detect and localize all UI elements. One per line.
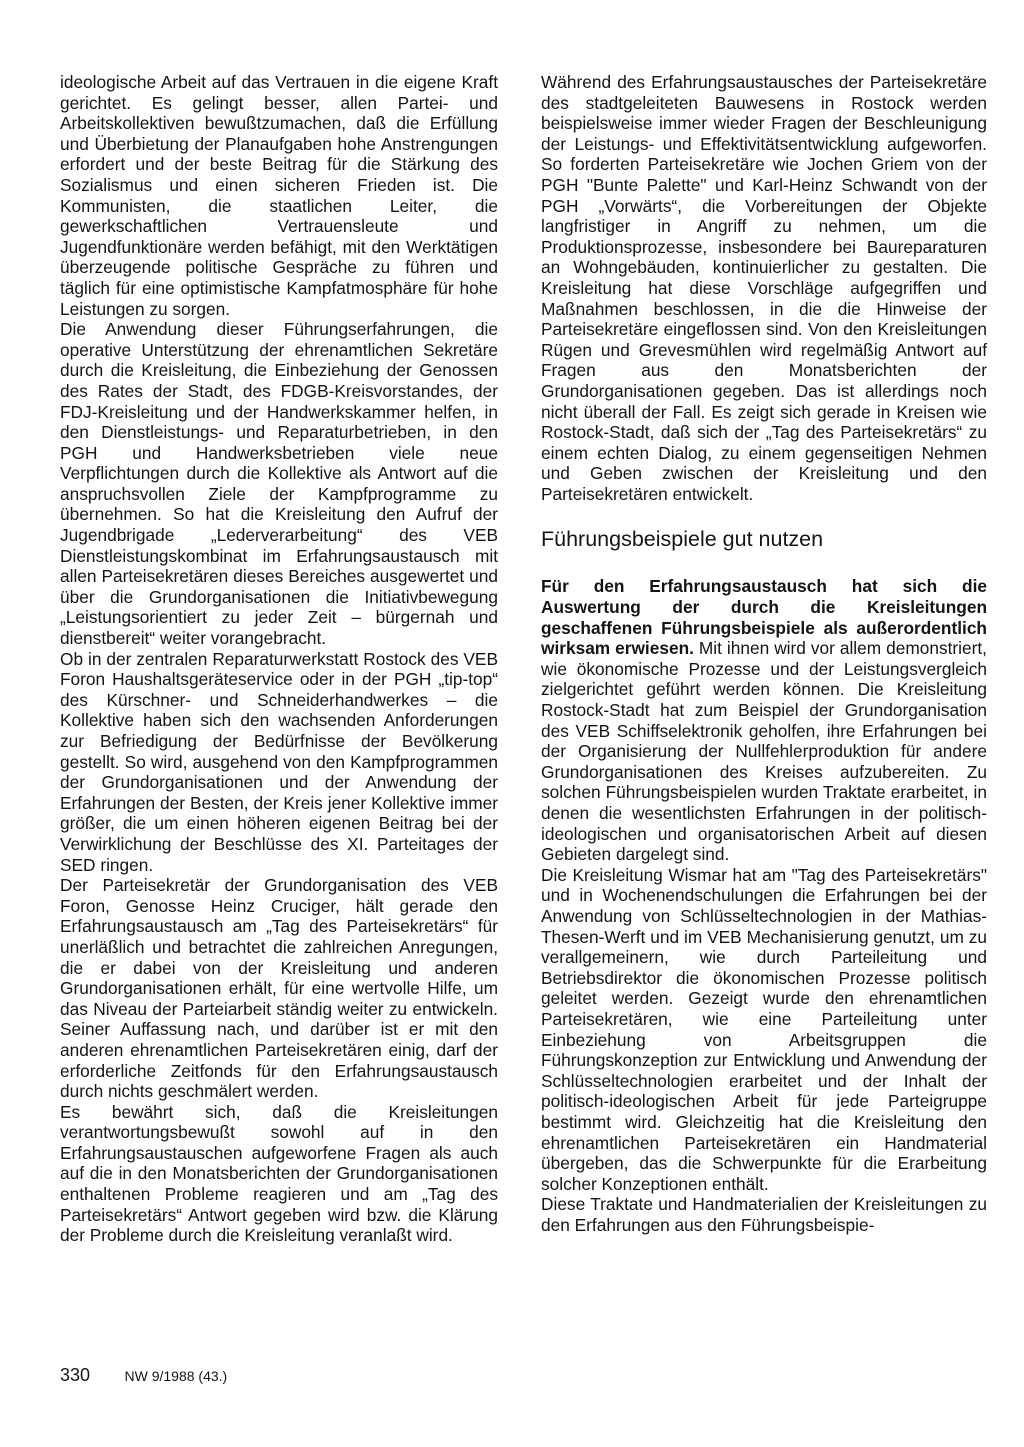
left-paragraph-2: Die Anwendung dieser Führungserfahrungen, die operative Unterstützung der ehrenamtlichen Sekretäre durch die Kreisleitung, die Einbeziehung der Genossen des Rates der Stadt, des FDGB-Kreisvorstandes, der FDJ-Kreisleitung und der Handwerkskammer helfen, in den Dienstleistungs- und Reparaturbetrieben, in den PGH und Handwerksbetrieben viele neue Verpflichtungen durch die Kollektive als Antwort auf die anspruchsvollen Ziele der Kampfprogramme zu übernehmen. So hat die Kreisleitung den Aufruf der Jugendbrigade „Lederverarbeitung“ des VEB Dienstleistungskombinat im Erfahrungsaustausch mit allen Parteisekretären dieses Bereiches ausgewertet und über die Grundorganisationen die Initiativbewegung „Leistungsorientiert zu jeder Zeit – bürgernah und dienstbereit“ weiter vorangebracht.	[60, 319, 498, 649]
left-column	[60, 72, 498, 1246]
left-paragraph-1: ideologische Arbeit auf das Vertrauen in die eigene Kraft gerichtet. Es gelingt besser, allen Partei- und Arbeitskollektiven bewußtzumachen, daß die Erfüllung und Überbietung der Planaufgaben hohe Anstrengungen erfordert und der beste Beitrag für die Stärkung des Sozialismus und einen sicheren Frieden ist. Die Kommunisten, die staatlichen Leiter, die gewerkschaftlichen Vertrauensleute und Jugendfunktionäre werden befähigt, mit den Werktätigen überzeugende politische Gespräche zu führen und täglich für eine optimistische Kampfatmosphäre für hohe Leistungen zu sorgen.	[60, 72, 498, 319]
left-paragraph-5: Es bewährt sich, daß die Kreisleitungen verantwortungsbewußt sowohl auf in den Erfahrungsaustauschen aufgeworfene Fragen als auch auf die in den Monatsberichten der Grundorganisationen enthaltenen Probleme reagieren und am „Tag des Parteisekretärs“ Antwort gegeben wird bzw. die Klärung der Probleme durch die Kreisleitung veranlaßt wird.	[60, 1101, 498, 1246]
right-paragraph-1: Die Kreisleitung Wismar hat am "Tag des Parteisekretärs" und in Wochenendschulungen die Erfahrungen bei der Anwendung von Schlüsseltechnologien in der Mathias-Thesen-Werft und im VEB Mechanisierung genutzt, um zu verallgemeinern, wie durch Parteileitung und Betriebsdirektor die ökonomischen Prozesse politisch geleitet werden. Gezeigt wurde den ehrenamtlichen Parteisekretären, wie eine Parteileitung unter Einbeziehung von Arbeitsgruppen die Führungskonzeption zur Entwicklung und Anwendung der Schlüsseltechnologien erarbeitet und der Inhalt der politisch-ideologischen Arbeit für jede Parteigruppe bestimmt wird. Gleichzeitig hat die Kreisleitung den ehrenamtlichen Parteisekretären ein Handmaterial übergeben, das die Schwerpunkte für die Erarbeitung solcher Konzeptionen enthält.	[541, 864, 987, 1194]
left-paragraph-4: Der Parteisekretär der Grundorganisation des VEB Foron, Genosse Heinz Cruciger, hält gerade den Erfahrungsaustausch am „Tag des Parteisekretärs“ für unerläßlich und betrachtet die zahlreichen Anregungen, die er dabei von der Kreisleitung und anderen Grundorganisationen erhält, für eine wertvolle Hilfe, um das Niveau der Parteiarbeit ständig weiter zu entwickeln. Seiner Auffassung nach, und darüber ist er mit den anderen ehrenamtlichen Parteisekretären einig, darf der erforderliche Zeitfonds für den Erfahrungsaustausch durch nichts geschmälert werden.	[60, 875, 498, 1102]
page-footer	[60, 1365, 227, 1386]
lead-rest-text: Mit ihnen wird vor allem demonstriert, wie ökonomische Prozesse und der Leistungsvergleich zielgerichtet geführt werden können. Die Kreisleitung Rostock-Stadt hat zum Beispiel der Grundorganisation des VEB Schiffselektronik geholfen, ihre Erfahrungen bei der Organisierung der Nullfehlerproduktion für andere Grundorganisationen des Kreises aufzubereiten. Zu solchen Führungsbeispielen wurden Traktate erarbeitet, in denen die wesentlichsten Erfahrungen in der politisch-ideologischen und organisatorischen Arbeit auf diesen Gebieten dargelegt sind.	[541, 638, 987, 865]
left-paragraph-3: Ob in der zentralen Reparaturwerkstatt Rostock des VEB Foron Haushaltsgeräteservice oder in der PGH „tip-top“ des Kürschner- und Schneiderhandwerkes – die Kollektive haben sich den wachsenden Anforderungen zur Befriedigung der Bedürfnisse der Bevölkerung gestellt. So wird, ausgehend von den Kampfprogrammen der Grundorganisationen und der Anwendung der Erfahrungen der Besten, der Kreis jener Kollektive immer größer, die um einen höheren eigenen Beitrag bei der Verwirklichung der Beschlüsse des XI. Parteitages der SED ringen.	[60, 648, 498, 875]
right-paragraph-2: Diese Traktate und Handmaterialien der Kreisleitungen zu den Erfahrungen aus den Führungsbeispie-	[541, 1194, 987, 1235]
lead-bold-text: Für den Erfahrungsaustausch hat sich die Auswertung der durch die Kreisleitungen geschaffenen Führungsbeispiele als außerordentlich wirksam erwiesen.	[541, 576, 987, 659]
page-number: 330	[60, 1365, 91, 1385]
section-heading: Führungsbeispiele gut nutzen	[541, 527, 824, 552]
right-column	[541, 72, 987, 1235]
journal-reference: NW 9/1988 (43.)	[124, 1368, 228, 1384]
right-lead-paragraph	[541, 576, 987, 864]
right-intro-paragraph: Während des Erfahrungsaustausches der Parteisekretäre des stadtgeleiteten Bauwesens in Rostock werden beispielsweise immer wieder Fragen der Beschleunigung der Leistungs- und Effektivitätsentwicklung aufgeworfen. So forderten Parteisekretäre wie Jochen Griem von der PGH "Bunte Palette" und Karl-Heinz Schwandt von der PGH „Vorwärts“, die Vorbereitungen der Objekte langfristiger in Angriff zu nehmen, um die Produktionsprozesse, insbesondere bei Baureparaturen an Wohngebäuden, kontinuierlicher zu gestalten. Die Kreisleitung hat diese Vorschläge aufgegriffen und Maßnahmen beschlossen, in die die Hinweise der Parteisekretäre eingeflossen sind. Von den Kreisleitungen Rügen und Grevesmühlen wird regelmäßig Antwort auf Fragen aus den Monatsberichten der Grundorganisationen gegeben. Das ist allerdings noch nicht überall der Fall. Es zeigt sich gerade in Kreisen wie Rostock-Stadt, daß sich der „Tag des Parteisekretärs“ zu einem echten Dialog, zu einem gegenseitigen Nehmen und Geben zwischen der Kreisleitung und den Parteisekretären entwickelt.	[541, 72, 987, 504]
